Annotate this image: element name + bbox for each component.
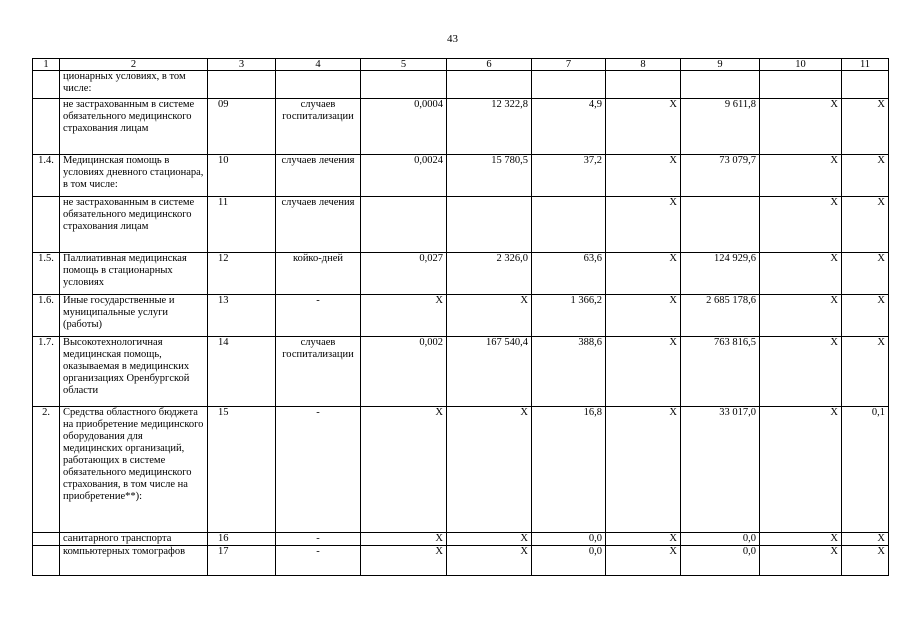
table-cell-col-7: 0,0 (532, 546, 606, 576)
table-row (33, 197, 889, 253)
table-cell-col-11: X (842, 546, 889, 576)
table-cell-col-9: 124 929,6 (681, 253, 760, 295)
table-row (33, 253, 889, 295)
table-cell-col-7: 37,2 (532, 155, 606, 197)
table-cell-col-9: 9 611,8 (681, 99, 760, 155)
table-cell-col-4: случаев госпитализации (276, 337, 361, 407)
table-cell-col-8: X (606, 99, 681, 155)
table-cell-col-7: 388,6 (532, 337, 606, 407)
table-cell-col-3: 12 (208, 253, 276, 295)
table-cell-col-6: X (447, 533, 532, 546)
table-cell-col-9 (681, 71, 760, 99)
table-cell-col-6: 15 780,5 (447, 155, 532, 197)
table-cell-col-7: 0,0 (532, 533, 606, 546)
column-number: 6 (447, 59, 532, 71)
table-cell-col-9: 0,0 (681, 546, 760, 576)
table-cell-col-1: 2. (33, 407, 60, 533)
table-cell-col-10: X (760, 337, 842, 407)
table-cell-col-10: X (760, 155, 842, 197)
table-cell-col-11: X (842, 533, 889, 546)
table-cell-col-11: X (842, 253, 889, 295)
table-cell-col-7 (532, 71, 606, 99)
table-cell-col-3: 15 (208, 407, 276, 533)
table-cell-col-5: X (361, 533, 447, 546)
table-cell-col-2: не застрахованным в системе обязательного медицинского страхования лицам (60, 197, 208, 253)
table-cell-col-11: X (842, 337, 889, 407)
table-cell-col-8: X (606, 197, 681, 253)
table-cell-col-6: 12 322,8 (447, 99, 532, 155)
table-cell-col-5: 0,0024 (361, 155, 447, 197)
table-cell-col-4: - (276, 295, 361, 337)
table-cell-col-8: X (606, 407, 681, 533)
table-cell-col-5: X (361, 295, 447, 337)
table-body (33, 59, 889, 576)
table-cell-col-2: санитарного транспорта (60, 533, 208, 546)
table-cell-col-5: 0,002 (361, 337, 447, 407)
table-cell-col-7: 4,9 (532, 99, 606, 155)
table-row (33, 533, 889, 546)
table-cell-col-7: 1 366,2 (532, 295, 606, 337)
table-cell-col-10: X (760, 253, 842, 295)
table-row (33, 155, 889, 197)
column-number: 7 (532, 59, 606, 71)
table-row (33, 99, 889, 155)
table-cell-col-4: случаев госпитализации (276, 99, 361, 155)
table-cell-col-3: 16 (208, 533, 276, 546)
table-cell-col-5: X (361, 546, 447, 576)
table-cell-col-2: не застрахованным в системе обязательного медицинского страхования лицам (60, 99, 208, 155)
table-cell-col-5 (361, 197, 447, 253)
table-cell-col-4: случаев лечения (276, 197, 361, 253)
column-number: 5 (361, 59, 447, 71)
table-cell-col-4: - (276, 546, 361, 576)
table-cell-col-9: 0,0 (681, 533, 760, 546)
table-cell-col-7: 16,8 (532, 407, 606, 533)
column-number: 1 (33, 59, 60, 71)
table-cell-col-11: 0,1 (842, 407, 889, 533)
table-cell-col-4 (276, 71, 361, 99)
table-cell-col-8: X (606, 546, 681, 576)
table-cell-col-4: случаев лечения (276, 155, 361, 197)
table-cell-col-1 (33, 99, 60, 155)
table-cell-col-9: 763 816,5 (681, 337, 760, 407)
table-cell-col-3: 14 (208, 337, 276, 407)
page-number: 43 (447, 33, 458, 45)
table-cell-col-6: X (447, 407, 532, 533)
table-cell-col-5: X (361, 407, 447, 533)
table-cell-col-11: X (842, 197, 889, 253)
table-row (33, 546, 889, 576)
column-number: 4 (276, 59, 361, 71)
column-number: 2 (60, 59, 208, 71)
column-number: 11 (842, 59, 889, 71)
table-cell-col-2: Иные государственные и муниципальные услуги (работы) (60, 295, 208, 337)
table-cell-col-11: X (842, 155, 889, 197)
table-cell-col-11: X (842, 295, 889, 337)
table-cell-col-10: X (760, 197, 842, 253)
table-cell-col-9: 33 017,0 (681, 407, 760, 533)
table-cell-col-5 (361, 71, 447, 99)
column-number: 3 (208, 59, 276, 71)
table-cell-col-5: 0,027 (361, 253, 447, 295)
table-cell-col-10: X (760, 407, 842, 533)
table-cell-col-8: X (606, 253, 681, 295)
table-cell-col-6: X (447, 295, 532, 337)
table-cell-col-3: 13 (208, 295, 276, 337)
table-cell-col-2: Медицинская помощь в условиях дневного стационара, в том числе: (60, 155, 208, 197)
table-cell-col-1: 1.5. (33, 253, 60, 295)
table-cell-col-1 (33, 197, 60, 253)
table-cell-col-8: X (606, 533, 681, 546)
table-cell-col-3: 10 (208, 155, 276, 197)
table-cell-col-7 (532, 197, 606, 253)
table-cell-col-6 (447, 71, 532, 99)
table-row (33, 407, 889, 533)
column-number: 10 (760, 59, 842, 71)
table-row (33, 71, 889, 99)
table-cell-col-3 (208, 71, 276, 99)
table-cell-col-1 (33, 533, 60, 546)
table-cell-col-1 (33, 546, 60, 576)
table-cell-col-2: Средства областного бюджета на приобретение медицинского оборудования для медицинских организаций, работающих в системе обязательного медицинского страхования, в том числе на приобретение**): (60, 407, 208, 533)
table-cell-col-8: X (606, 155, 681, 197)
table-cell-col-7: 63,6 (532, 253, 606, 295)
table-cell-col-8 (606, 71, 681, 99)
table-cell-col-8: X (606, 337, 681, 407)
table-cell-col-9: 73 079,7 (681, 155, 760, 197)
data-table (32, 58, 889, 576)
table-cell-col-3: 17 (208, 546, 276, 576)
table-cell-col-10 (760, 71, 842, 99)
table-cell-col-6: X (447, 546, 532, 576)
table-cell-col-6: 167 540,4 (447, 337, 532, 407)
table-cell-col-1: 1.7. (33, 337, 60, 407)
table-cell-col-9: 2 685 178,6 (681, 295, 760, 337)
table-cell-col-11: X (842, 99, 889, 155)
table-cell-col-1 (33, 71, 60, 99)
table-cell-col-1: 1.6. (33, 295, 60, 337)
table-cell-col-10: X (760, 546, 842, 576)
column-number-row (33, 59, 889, 71)
column-number: 9 (681, 59, 760, 71)
table-cell-col-11 (842, 71, 889, 99)
table-cell-col-2: Паллиативная медицинская помощь в стационарных условиях (60, 253, 208, 295)
table-cell-col-9 (681, 197, 760, 253)
table-cell-col-5: 0,0004 (361, 99, 447, 155)
table-cell-col-2: компьютерных томографов (60, 546, 208, 576)
table-cell-col-3: 11 (208, 197, 276, 253)
table-cell-col-10: X (760, 533, 842, 546)
table-cell-col-6: 2 326,0 (447, 253, 532, 295)
table-cell-col-6 (447, 197, 532, 253)
table-cell-col-3: 09 (208, 99, 276, 155)
table-cell-col-4: - (276, 533, 361, 546)
table-row (33, 337, 889, 407)
table-cell-col-1: 1.4. (33, 155, 60, 197)
table-cell-col-8: X (606, 295, 681, 337)
table-cell-col-2: ционарных условиях, в том числе: (60, 71, 208, 99)
table-row (33, 295, 889, 337)
table-cell-col-4: - (276, 407, 361, 533)
table-cell-col-4: койко-дней (276, 253, 361, 295)
table-cell-col-10: X (760, 295, 842, 337)
column-number: 8 (606, 59, 681, 71)
table-cell-col-10: X (760, 99, 842, 155)
table-cell-col-2: Высокотехнологичная медицинская помощь, оказываемая в медицинских организациях Оренбургской области (60, 337, 208, 407)
